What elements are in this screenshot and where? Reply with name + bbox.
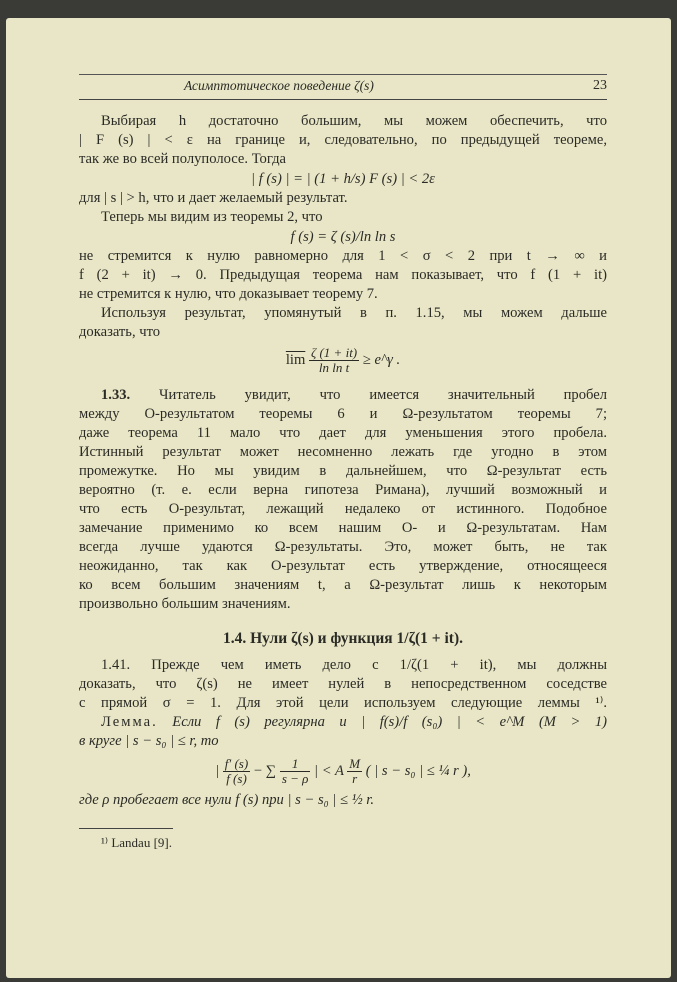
section-heading: 1.4. Нули ζ(s) и функция 1/ζ(1 + it). <box>222 630 463 647</box>
text-line: неожиданно, так как O-результат есть утверждение, относящееся <box>79 558 607 574</box>
numerator: ζ (1 + it) <box>310 345 358 361</box>
text-line: 1.33. Читатель увидит, что имеется значительный пробел <box>101 387 607 403</box>
header-title: Асимптотическое поведение ζ(s) <box>184 78 374 93</box>
text-line: произвольно большим значениям. <box>79 596 291 612</box>
denominator: ln ln t <box>318 360 350 376</box>
text-line: промежутке. Но мы увидим в дальнейшем, что Ω-результат есть <box>79 463 607 479</box>
footnote: ¹⁾ Landau [9]. <box>101 835 172 850</box>
page-number: 23 <box>593 78 607 93</box>
text-line: между O-результатом теоремы 6 и Ω-результатом теоремы 7; <box>79 406 607 422</box>
text-line: с прямой σ = 1. Для этой цели используем следующие леммы ¹⁾. <box>79 695 607 711</box>
text-line: ко всем большим значениям t, а Ω-результат лишь к некоторым <box>79 577 607 593</box>
text-line: не стремится к нулю равномерно для 1 < σ < 2 при t → ∞ и <box>79 248 607 264</box>
text-line: для | s | > h, что и дает желаемый результат. <box>79 190 348 206</box>
formula-limsup <box>79 342 607 378</box>
formula: | f (s) | = | (1 + h/s) F (s) | < 2ε <box>251 171 435 187</box>
lemma-label: Лемма. <box>101 714 158 730</box>
text-line: не стремится к нулю, что доказывает теорему 7. <box>79 286 378 302</box>
lemma-line: Лемма. Если f (s) регулярна и | f(s)/f (s₀) | < e^M (M > 1) <box>101 714 607 730</box>
text-line: что есть O-результат, лежащий недалеко от истинного. Подобное <box>79 501 607 517</box>
section-number: 1.33. <box>101 387 131 403</box>
text-line: 1.41. Прежде чем иметь дело с 1/ζ(1 + it), мы должны <box>101 657 607 673</box>
text-line: f (2 + it) → 0. Предыдущая теорема нам показывает, что f (1 + it) <box>79 267 607 283</box>
text-line: вероятно (т. е. если верна гипотеза Римана), лучший возможный и <box>79 482 607 498</box>
footnote-rule <box>79 828 173 829</box>
formula: f (s) = ζ (s)/ln ln s <box>290 229 396 245</box>
lemma-line: где ρ пробегает все нули f (s) при | s − s₀ | ≤ ½ r. <box>79 792 374 808</box>
lemma-formula: | $\frac{f' (s)}{f (s)}$ − ∑ $\frac{1}{s - \rho}$ | < A $\frac{M}{r}$ ( | s − s₀ | ≤ ¼ r ), <box>215 756 471 787</box>
section-number: 1.41. <box>101 657 131 673</box>
text-line: Теперь мы видим из теоремы 2, что <box>101 209 323 225</box>
text-line: | F (s) | < ε на границе и, следовательно, по предыдущей теореме, <box>79 132 607 148</box>
text-line: так же во всей полуполосе. Тогда <box>79 151 286 167</box>
text-line: всегда лучше удаются Ω-результаты. Это, может быть, не так <box>79 539 607 555</box>
text-line: Используя результат, упомянутый в п. 1.15, мы можем дальше <box>101 305 607 321</box>
text-line: Выбирая h достаточно большим, мы можем обеспечить, что <box>101 113 607 129</box>
text-line: замечание применимо ко всем нашим O- и Ω-результатам. Нам <box>79 520 607 536</box>
text-line: Истинный результат может несомненно лежать где угодно в этом <box>79 444 607 460</box>
text-line: доказать, что ζ(s) не имеет нулей в непосредственном соседстве <box>79 676 607 692</box>
limsup: $\overline{lim}$ <box>285 352 306 368</box>
page-content <box>79 74 607 851</box>
lemma-line: в круге | s − s₀ | ≤ r, то <box>79 733 219 749</box>
text-line: даже теорема 11 мало что дает для уменьшения этого пробела. <box>79 425 607 441</box>
book-page <box>6 18 671 978</box>
text-line: доказать, что <box>79 324 161 340</box>
rhs: ≥ e^γ . <box>362 352 401 368</box>
running-header <box>79 74 607 100</box>
